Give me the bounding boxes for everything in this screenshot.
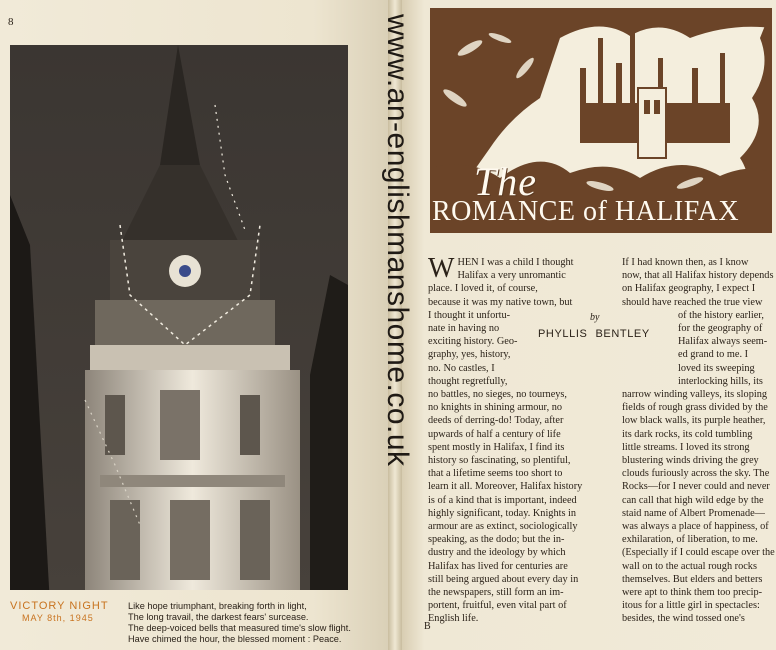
signature-mark: B bbox=[424, 621, 431, 632]
article-title-the: The bbox=[474, 159, 537, 204]
text-line: fields of rough grass divided by the bbox=[622, 402, 768, 414]
text-line: clouds furiously across the sky. The bbox=[622, 468, 770, 480]
text-line: itous for a little girl in spectacles: bbox=[622, 600, 760, 612]
text-line: Halifax has lived for centuries are bbox=[428, 560, 568, 572]
text-line: no battles, no sieges, no tourneys, bbox=[428, 389, 567, 401]
text-line: its dark rocks, its cold tumbling bbox=[622, 428, 753, 440]
text-line: loved its sweeping bbox=[678, 362, 755, 374]
page-number: 8 bbox=[8, 16, 14, 28]
text-line: exhilaration, of liberation, to me. bbox=[622, 534, 758, 546]
text-line: spent mostly in Halifax, I find its bbox=[428, 441, 565, 453]
text-line: I thought it unfortu- bbox=[428, 309, 511, 321]
text-line: no knights in shining armour, no bbox=[428, 402, 563, 414]
text-line: thought regretfully, bbox=[428, 375, 508, 387]
text-line: speaking, as the dodo; but the in- bbox=[428, 534, 565, 546]
poem bbox=[128, 601, 383, 645]
text-line: still being argued about every day in bbox=[428, 573, 579, 585]
text-line: highly significant, today. Knights in bbox=[428, 507, 577, 519]
text-line: Halifax a very unromantic bbox=[457, 270, 566, 282]
text-line: now, that all Halifax history depends bbox=[622, 270, 774, 282]
caption-date: MAY 8th, 1945 bbox=[22, 613, 94, 623]
text-line: blustering winds driving the grey bbox=[622, 455, 759, 467]
text-line: staid name of Albert Promenade— bbox=[622, 507, 765, 519]
author-last-name: BENTLEY bbox=[595, 328, 650, 340]
article-column-left bbox=[428, 253, 611, 626]
text-line: (Especially if I could escape over the bbox=[622, 547, 775, 559]
author-first-name: PHYLLIS bbox=[538, 328, 588, 340]
text-line: of the history earlier, bbox=[678, 309, 764, 321]
text-line: because it was my native town, but bbox=[428, 296, 573, 308]
text-line: should have reached the true view bbox=[622, 296, 763, 308]
photo-caption bbox=[10, 600, 120, 623]
text-line: Rocks—for I never could and never bbox=[622, 481, 770, 493]
right-page bbox=[402, 0, 776, 650]
text-line: were apt to think them too precip- bbox=[622, 587, 763, 599]
text-line: dustry and the ideology by which bbox=[428, 547, 566, 559]
text-line: portent, fruitful, even vital part of bbox=[428, 600, 567, 612]
text-line: is of a kind that is important, indeed bbox=[428, 494, 577, 506]
text-line: can call that high wild edge by the bbox=[622, 494, 764, 506]
text-line: little streams. I loved its strong bbox=[622, 441, 750, 453]
text-line: narrow winding valleys, its sloping bbox=[622, 389, 768, 401]
text-line: themselves. But elders and betters bbox=[622, 573, 763, 585]
text-line: learn it all. Moreover, Halifax history bbox=[428, 481, 583, 493]
text-line: upwards of half a century of life bbox=[428, 428, 561, 440]
text-line: no. No castles, I bbox=[428, 362, 495, 374]
text-line: was always a place of happiness, of bbox=[622, 521, 769, 533]
town-hall-photo bbox=[10, 45, 348, 590]
text-line: Halifax always seem- bbox=[678, 336, 768, 348]
text-line: interlocking hills, its bbox=[678, 375, 763, 387]
text-line: ed grand to me. I bbox=[678, 349, 749, 361]
text-line: history so fascinating, so plentiful, bbox=[428, 455, 571, 467]
caption-title: VICTORY NIGHT bbox=[10, 600, 109, 612]
byline-by: by bbox=[590, 312, 600, 323]
text-line: that a lifetime seems too short to bbox=[428, 468, 563, 480]
poem-line: The deep-voiced bells that measured time's slow flight. bbox=[128, 623, 351, 633]
text-line: nate in having no bbox=[428, 323, 500, 335]
text-line: the newspapers, still form an im- bbox=[428, 587, 564, 599]
article-title: ROMANCE of HALIFAX bbox=[432, 196, 740, 227]
text-line: low black walls, its purple heather, bbox=[622, 415, 766, 427]
text-line: for the geography of bbox=[678, 323, 763, 335]
poem-line: The long travail, the darkest fears' surcease. bbox=[128, 612, 309, 622]
text-line: exciting history. Geo- bbox=[428, 336, 518, 348]
text-line: place. I loved it, of course, bbox=[428, 283, 538, 295]
text-line: wall on to the actual rough rocks bbox=[622, 560, 757, 572]
text-line: graphy, yes, history, bbox=[428, 349, 511, 361]
text-line: on Halifax geography, I expect I bbox=[622, 283, 756, 295]
poem-line: Like hope triumphant, breaking forth in light, bbox=[128, 601, 307, 611]
text-line: English life. bbox=[428, 613, 479, 625]
poem-line: Have chimed the hour, the blessed moment : Peace. bbox=[128, 634, 342, 644]
text-line: If I had known then, as I know bbox=[622, 257, 749, 268]
text-line: deeds of derring-do! Today, after bbox=[428, 415, 564, 427]
drop-cap: W bbox=[428, 253, 455, 284]
text-line: armour are as extinct, sociologically bbox=[428, 521, 578, 533]
watermark bbox=[372, 10, 416, 650]
watermark-text: www.an-englishmanshome.co.uk bbox=[381, 14, 414, 467]
text-line: besides, the wind tossed one's bbox=[622, 613, 745, 625]
text-line: HEN I was a child I thought bbox=[457, 257, 574, 268]
article-column-right bbox=[622, 256, 774, 626]
